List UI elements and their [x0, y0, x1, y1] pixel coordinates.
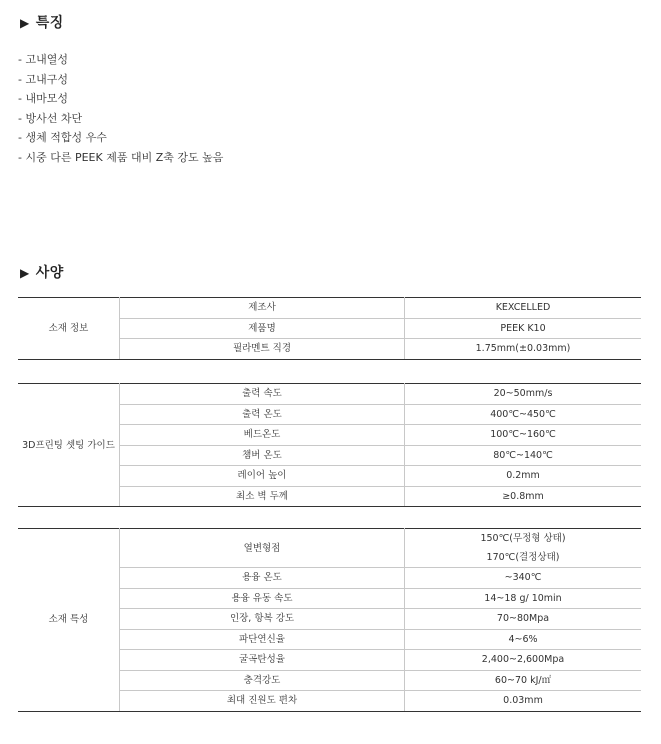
spec-label: 충격강도 [120, 670, 405, 691]
category-cell: 3D프린팅 셋팅 가이드 [18, 384, 120, 507]
spec-value: 80℃~140℃ [405, 445, 642, 466]
table-row [18, 298, 641, 319]
spec-label: 챔버 온도 [120, 445, 405, 466]
spec-label: 굴곡탄성율 [120, 650, 405, 671]
spec-value: KEXCELLED [405, 298, 642, 319]
spec-label: 레이어 높이 [120, 466, 405, 487]
spec-value: 0.03mm [405, 691, 642, 712]
spec-label: 출력 온도 [120, 404, 405, 425]
spec-label: 최소 벽 두께 [120, 486, 405, 507]
features-heading-text: 특징 [35, 15, 64, 31]
table-row [18, 384, 641, 405]
spec-value: 2,400~2,600Mpa [405, 650, 642, 671]
feature-item: - 내마모성 [18, 92, 68, 106]
spec-value: 20~50mm/s [405, 384, 642, 405]
spec-label: 인장, 항복 강도 [120, 609, 405, 630]
features-heading [20, 12, 64, 32]
spec-value-line: 170℃(결정상태) [486, 552, 560, 563]
spec-label: 용융 온도 [120, 568, 405, 589]
spec-value: 70~80Mpa [405, 609, 642, 630]
spec-value: ≥0.8mm [405, 486, 642, 507]
feature-item: - 고내열성 [18, 53, 68, 66]
spec-value [405, 529, 642, 568]
triangle-bullet-icon: ▶ [20, 266, 30, 280]
spec-label: 필라멘트 직경 [120, 339, 405, 360]
spec-label: 파단연신율 [120, 629, 405, 650]
spec-label: 제품명 [120, 318, 405, 339]
spec-label: 베드온도 [120, 425, 405, 446]
spec-label: 제조사 [120, 298, 405, 319]
spec-value: 14~18 g/ 10min [405, 588, 642, 609]
feature-list [18, 50, 223, 168]
spec-value: ~340℃ [405, 568, 642, 589]
feature-item: - 고내구성 [18, 72, 68, 86]
spec-value: 100℃~160℃ [405, 425, 642, 446]
printing-guide-table [18, 383, 641, 507]
spec-value: PEEK K10 [405, 318, 642, 339]
table-row [18, 529, 641, 568]
feature-item: - 방사선 차단 [18, 111, 83, 125]
spec-label: 열변형점 [120, 529, 405, 568]
spec-value: 1.75mm(±0.03mm) [405, 339, 642, 360]
spec-label: 최대 진원도 편차 [120, 691, 405, 712]
spec-value: 60~70 kJ/㎡ [405, 670, 642, 691]
feature-item: - 시중 다른 PEEK 제품 대비 Z축 강도 높음 [18, 150, 224, 164]
material-props-table [18, 528, 641, 712]
specs-heading-text: 사양 [35, 265, 64, 281]
category-cell: 소재 정보 [18, 298, 120, 360]
specs-heading [20, 262, 64, 282]
triangle-bullet-icon: ▶ [20, 16, 30, 30]
spec-label: 출력 속도 [120, 384, 405, 405]
spec-value: 0.2mm [405, 466, 642, 487]
spec-label: 용융 유동 속도 [120, 588, 405, 609]
feature-item: - 생체 적합성 우수 [18, 131, 107, 145]
spec-value: 400℃~450℃ [405, 404, 642, 425]
category-cell: 소재 특성 [18, 529, 120, 712]
spec-value: 4~6% [405, 629, 642, 650]
material-info-table [18, 297, 641, 360]
spec-value-line: 150℃(무정형 상태) [480, 533, 566, 544]
